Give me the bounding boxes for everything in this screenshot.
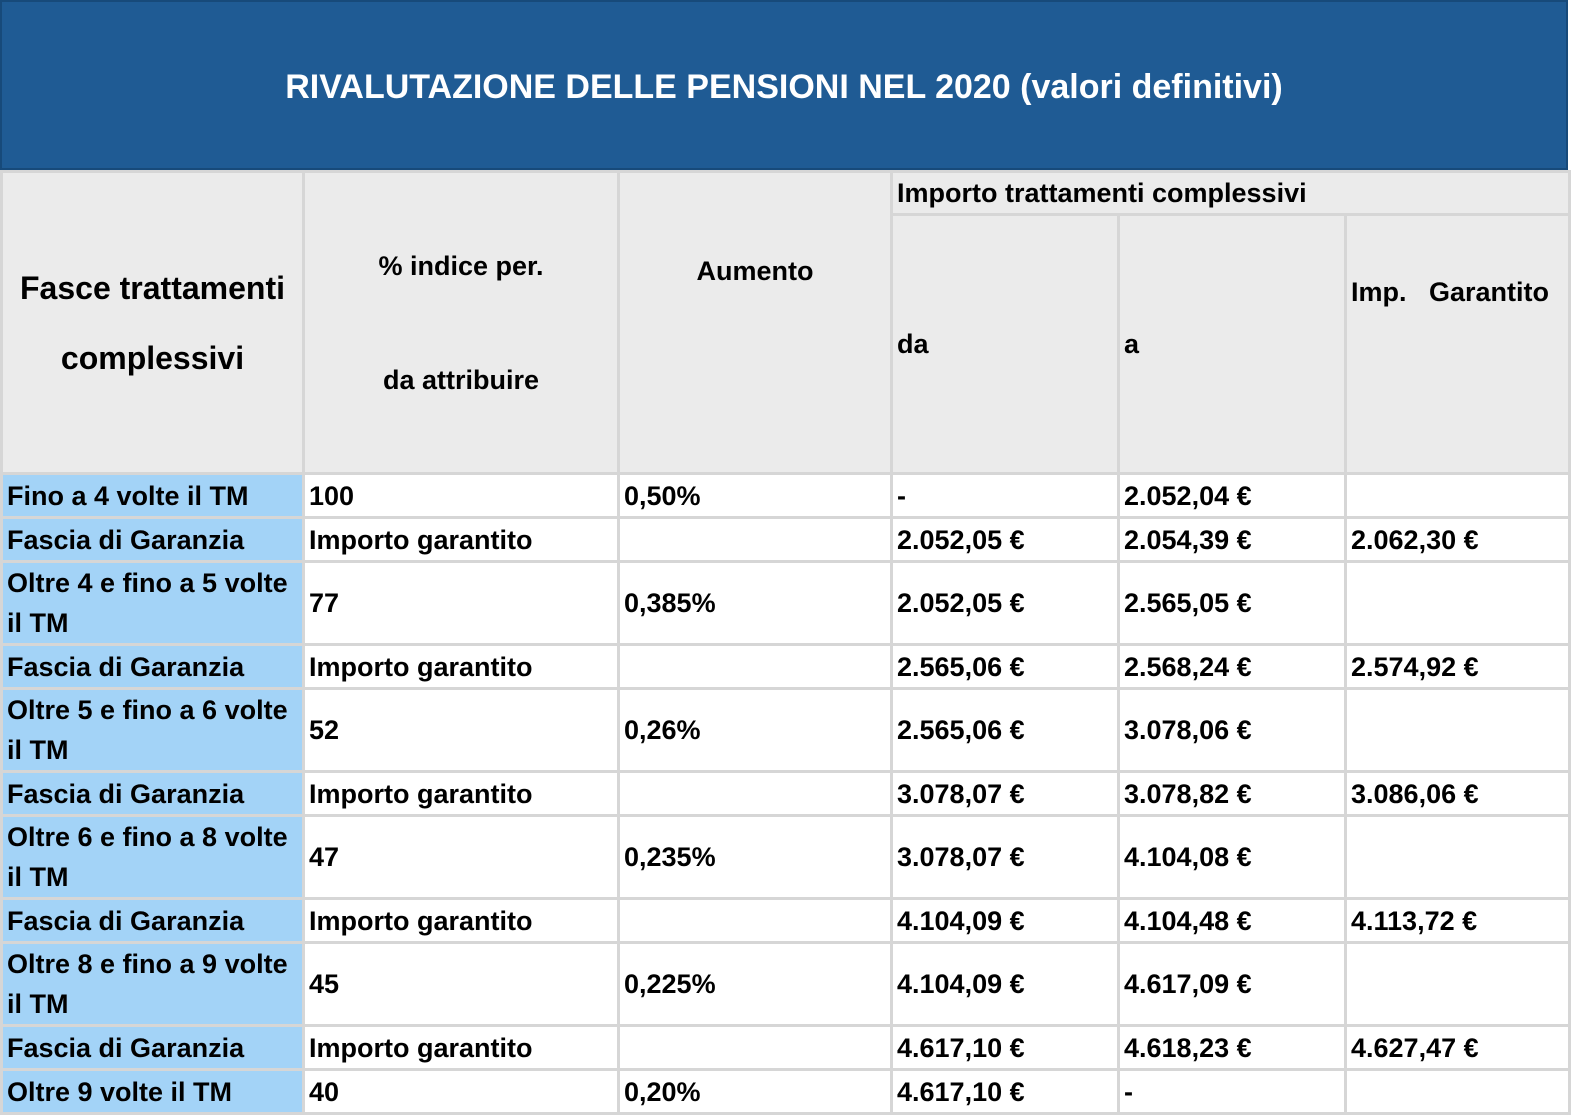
cell-fascia: Fascia di Garanzia [2, 518, 304, 562]
cell-da: 3.078,07 € [892, 772, 1119, 816]
header-a: a [1119, 215, 1346, 474]
cell-aumento: 0,235% [619, 816, 892, 899]
pension-table [0, 170, 1571, 1115]
table-row [2, 518, 1570, 562]
cell-a: 2.565,05 € [1119, 562, 1346, 645]
cell-da: 2.565,06 € [892, 645, 1119, 689]
cell-fascia: Fascia di Garanzia [2, 645, 304, 689]
cell-da: 2.565,06 € [892, 689, 1119, 772]
cell-fascia: Fascia di Garanzia [2, 899, 304, 943]
cell-fascia: Fascia di Garanzia [2, 1026, 304, 1070]
cell-aumento [619, 518, 892, 562]
cell-garantito: 4.113,72 € [1346, 899, 1570, 943]
header-percent-line2: da attribuire [382, 364, 540, 395]
cell-da: 4.617,10 € [892, 1070, 1119, 1114]
cell-aumento: 0,20% [619, 1070, 892, 1114]
table-row [2, 474, 1570, 518]
cell-percent: 40 [304, 1070, 619, 1114]
cell-garantito [1346, 689, 1570, 772]
cell-a: 4.617,09 € [1119, 943, 1346, 1026]
cell-da: 4.104,09 € [892, 899, 1119, 943]
table-row [2, 562, 1570, 645]
cell-aumento [619, 1026, 892, 1070]
cell-da: - [892, 474, 1119, 518]
cell-fascia: Oltre 5 e fino a 6 volte il TM [2, 689, 304, 772]
cell-percent: Importo garantito [304, 518, 619, 562]
table-row [2, 816, 1570, 899]
cell-da: 2.052,05 € [892, 562, 1119, 645]
cell-garantito [1346, 474, 1570, 518]
table-row [2, 645, 1570, 689]
cell-aumento [619, 772, 892, 816]
cell-da: 3.078,07 € [892, 816, 1119, 899]
header-aumento: Aumento [619, 172, 892, 474]
cell-fascia: Oltre 6 e fino a 8 volte il TM [2, 816, 304, 899]
cell-garantito: 3.086,06 € [1346, 772, 1570, 816]
cell-da: 4.617,10 € [892, 1026, 1119, 1070]
table-row [2, 689, 1570, 772]
header-percent-line1: % indice per. [378, 250, 544, 281]
cell-fascia: Oltre 8 e fino a 9 volte il TM [2, 943, 304, 1026]
cell-garantito [1346, 1070, 1570, 1114]
cell-a: 4.104,48 € [1119, 899, 1346, 943]
cell-percent: 47 [304, 816, 619, 899]
page-title: RIVALUTAZIONE DELLE PENSIONI NEL 2020 (valori definitivi) [285, 67, 1283, 106]
cell-garantito: 4.627,47 € [1346, 1026, 1570, 1070]
cell-a: 4.618,23 € [1119, 1026, 1346, 1070]
cell-garantito [1346, 943, 1570, 1026]
cell-percent: 45 [304, 943, 619, 1026]
cell-garantito [1346, 562, 1570, 645]
header-fasce [2, 172, 304, 474]
header-percent [304, 172, 619, 474]
cell-garantito: 2.062,30 € [1346, 518, 1570, 562]
title-bar [0, 0, 1568, 170]
cell-da: 4.104,09 € [892, 943, 1119, 1026]
cell-aumento [619, 899, 892, 943]
table-body [2, 474, 1570, 1114]
cell-percent: Importo garantito [304, 645, 619, 689]
header-fasce-line1: Fasce trattamenti [20, 269, 285, 306]
table-row [2, 772, 1570, 816]
cell-fascia: Fino a 4 volte il TM [2, 474, 304, 518]
cell-a: - [1119, 1070, 1346, 1114]
cell-percent: 77 [304, 562, 619, 645]
cell-fascia: Fascia di Garanzia [2, 772, 304, 816]
header-fasce-line2: complessivi [60, 339, 245, 376]
cell-a: 3.078,06 € [1119, 689, 1346, 772]
cell-percent: Importo garantito [304, 772, 619, 816]
header-imp-garantito: Imp. Garantito [1346, 215, 1570, 474]
header-da: da [892, 215, 1119, 474]
cell-aumento: 0,225% [619, 943, 892, 1026]
cell-aumento: 0,50% [619, 474, 892, 518]
cell-percent: 52 [304, 689, 619, 772]
cell-aumento: 0,26% [619, 689, 892, 772]
cell-percent: Importo garantito [304, 899, 619, 943]
cell-a: 3.078,82 € [1119, 772, 1346, 816]
cell-a: 2.054,39 € [1119, 518, 1346, 562]
cell-percent: Importo garantito [304, 1026, 619, 1070]
table-row [2, 943, 1570, 1026]
table-row [2, 899, 1570, 943]
table-row [2, 1026, 1570, 1070]
cell-fascia: Oltre 9 volte il TM [2, 1070, 304, 1114]
cell-fascia: Oltre 4 e fino a 5 volte il TM [2, 562, 304, 645]
cell-percent: 100 [304, 474, 619, 518]
cell-a: 2.568,24 € [1119, 645, 1346, 689]
cell-aumento: 0,385% [619, 562, 892, 645]
header-importo-group: Importo trattamenti complessivi [892, 172, 1570, 215]
cell-a: 2.052,04 € [1119, 474, 1346, 518]
cell-garantito: 2.574,92 € [1346, 645, 1570, 689]
cell-a: 4.104,08 € [1119, 816, 1346, 899]
cell-garantito [1346, 816, 1570, 899]
table-row [2, 1070, 1570, 1114]
cell-aumento [619, 645, 892, 689]
cell-da: 2.052,05 € [892, 518, 1119, 562]
